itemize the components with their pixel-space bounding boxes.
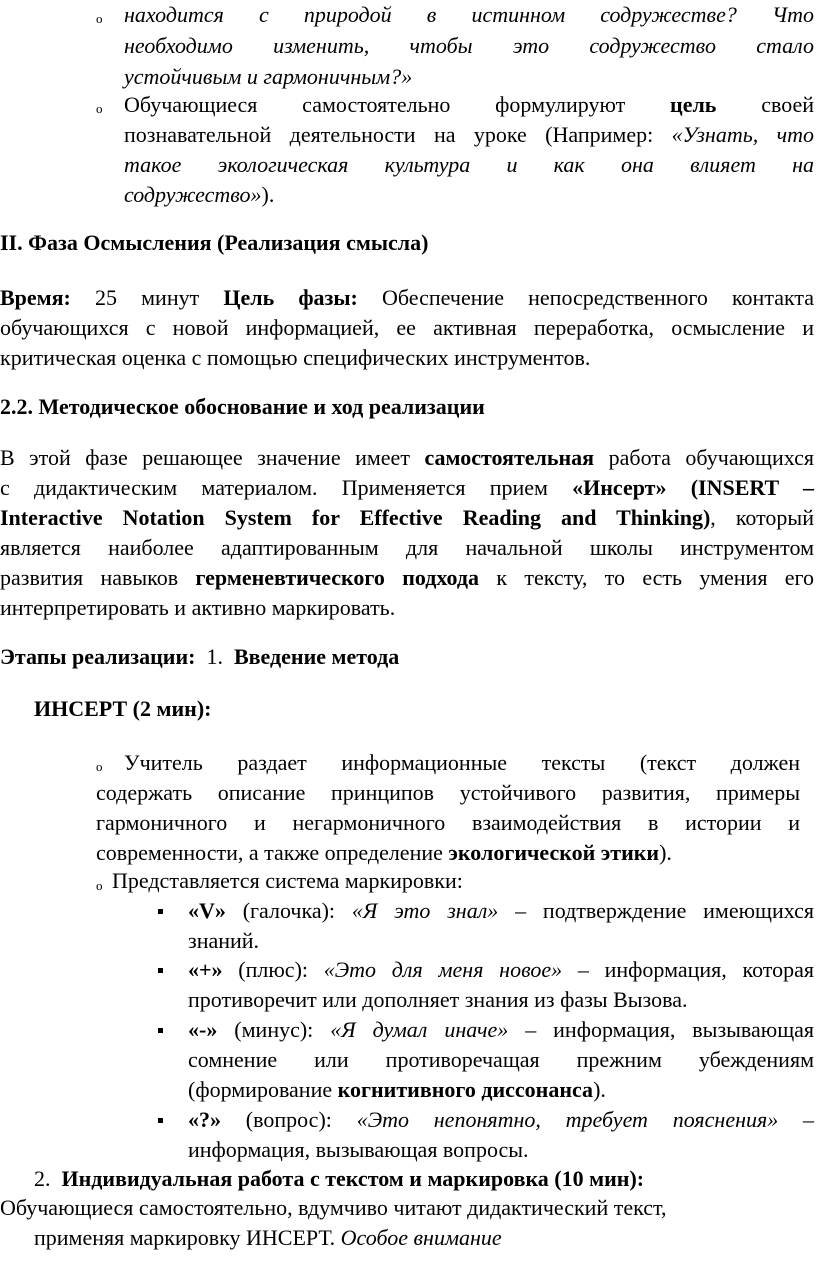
- step-number: 2.: [34, 1166, 51, 1191]
- paragraph-line: [0, 503, 814, 533]
- paragraph-line: критическая оценка с помощью специфических инструментов.: [0, 345, 591, 370]
- bullet-circle-icon: o: [96, 759, 103, 774]
- text-segment: к тексту, то есть умения его: [496, 565, 815, 590]
- text-segment: – информация, которая: [577, 957, 815, 982]
- keyword-insert-expansion: Interactive Notation System for Effective Reading and Thinking): [0, 505, 711, 530]
- text-segment: –: [803, 1107, 815, 1132]
- marker-symbol: «V»: [188, 898, 226, 923]
- text-segment: работа обучающихся: [608, 445, 815, 470]
- marker-symbol: «?»: [188, 1107, 221, 1132]
- marker-symbol: «-»: [188, 1017, 218, 1042]
- square-bullet-icon: [158, 1028, 163, 1033]
- bullet-text: [124, 90, 814, 120]
- marker-item: [188, 1075, 606, 1105]
- paragraph-line: обучающихся с новой информацией, ее активная переработка, осмысление и: [0, 315, 814, 340]
- bullet-text: [124, 120, 814, 150]
- marker-item: [188, 896, 814, 926]
- text-segment: (плюс):: [238, 957, 309, 982]
- bullet-circle-icon: o: [96, 101, 103, 116]
- marker-item: [188, 1015, 814, 1045]
- bullet-text: Представляется система маркировки:: [112, 868, 463, 893]
- text-segment: (вопрос):: [245, 1107, 332, 1132]
- step-title: ИНСЕРТ (2 мин):: [34, 696, 212, 721]
- text-segment: с дидактическим материалом. Применяется прием: [0, 475, 548, 500]
- step-title: Введение метода: [233, 644, 400, 669]
- text-segment: развития навыков: [0, 565, 179, 590]
- paragraph-line: Обучающиеся самостоятельно, вдумчиво читают дидактический текст,: [0, 1195, 667, 1220]
- paragraph-line: [0, 283, 814, 313]
- paragraph-line: интерпретировать и активно маркировать.: [0, 595, 396, 620]
- bullet-text: [96, 838, 672, 868]
- marker-symbol: «+»: [188, 957, 223, 982]
- bullet-circle-icon: o: [96, 11, 103, 26]
- quote-segment: «Это непонятно, требует пояснения»: [356, 1107, 779, 1132]
- bullet-circle-icon: o: [96, 878, 103, 893]
- quote-segment: «Я это знал»: [351, 898, 499, 923]
- section-heading: II. Фаза Осмысления (Реализация смысла): [0, 230, 429, 255]
- quote-segment: «Узнать, что: [671, 122, 814, 147]
- text-segment: , который: [710, 505, 814, 530]
- quote-segment: Особое внимание: [340, 1225, 502, 1250]
- keyword-goal: цель: [670, 92, 717, 117]
- time-value: 25 минут: [95, 285, 200, 310]
- bullet-text: гармоничного и негармоничного взаимодействия в истории и: [96, 810, 800, 835]
- text-segment: своей: [761, 92, 815, 117]
- paragraph-line: [34, 1223, 502, 1253]
- bullet-text: устойчивым и гармоничным?»: [124, 64, 413, 89]
- square-bullet-icon: [158, 968, 163, 973]
- text-segment: Обеспечение непосредственного контакта: [382, 285, 815, 310]
- keyword-hermeneutic: герменевтического подхода: [195, 565, 480, 590]
- marker-item: сомнение или противоречащая прежним убеждениям: [188, 1047, 814, 1072]
- text-segment: – информация, вызывающая: [525, 1017, 815, 1042]
- marker-item: знаний.: [188, 928, 260, 953]
- time-label: Время:: [0, 285, 71, 310]
- quote-segment: «Я думал иначе»: [330, 1017, 509, 1042]
- text-segment: познавательной деятельности на уроке (Например:: [124, 122, 654, 147]
- keyword-ethics: экологической этики: [448, 840, 660, 865]
- stages-heading: [0, 642, 399, 672]
- text-segment: (формирование: [188, 1077, 333, 1102]
- keyword-insert: «Инсерт» (INSERT –: [572, 475, 814, 500]
- text-segment: применяя маркировку ИНСЕРТ.: [34, 1225, 336, 1250]
- paragraph-line: [0, 443, 814, 473]
- square-bullet-icon: [158, 1118, 163, 1123]
- keyword-independent: самостоятельная: [424, 445, 595, 470]
- marker-item: [188, 955, 814, 985]
- paragraph-line: [0, 563, 814, 593]
- bullet-text: находится с природой в истинном содружестве? Что: [124, 2, 814, 27]
- marker-item: информация, вызывающая вопросы.: [188, 1137, 529, 1162]
- subsection-heading: 2.2. Методическое обоснование и ход реализации: [0, 394, 485, 419]
- bullet-text: содержать описание принципов устойчивого развития, примеры: [96, 780, 800, 805]
- quote-segment: содружество»: [124, 182, 262, 207]
- text-segment: современности, а также определение: [96, 840, 443, 865]
- text-segment: ).: [659, 840, 672, 865]
- text-segment: ).: [593, 1077, 606, 1102]
- marker-item: [188, 1105, 814, 1135]
- square-bullet-icon: [158, 909, 163, 914]
- bullet-text: необходимо изменить, чтобы это содружество стало: [124, 33, 814, 58]
- text-segment: В этой фазе решающее значение имеет: [0, 445, 410, 470]
- step-title: Индивидуальная работа с текстом и маркировка (10 мин):: [61, 1166, 645, 1191]
- text-segment: (галочка):: [242, 898, 336, 923]
- keyword-dissonance: когнитивного диссонанса: [337, 1077, 594, 1102]
- text-segment: Обучающиеся самостоятельно формулируют: [124, 92, 626, 117]
- step-heading: [34, 1164, 644, 1194]
- step-number: 1.: [206, 644, 223, 669]
- bullet-text: такое экологическая культура и как она влияет на: [124, 152, 814, 177]
- text-segment: (минус):: [234, 1017, 314, 1042]
- quote-segment: «Это для меня новое»: [323, 957, 563, 982]
- stages-label: Этапы реализации:: [0, 644, 196, 669]
- goal-label: Цель фазы:: [223, 285, 358, 310]
- marker-item: противоречит или дополняет знания из фазы Вызова.: [188, 987, 688, 1012]
- text-segment: ).: [261, 182, 275, 207]
- bullet-text: [124, 180, 274, 210]
- bullet-text: Учитель раздает информационные тексты (текст должен: [124, 750, 800, 775]
- paragraph-line: [0, 473, 814, 503]
- text-segment: – подтверждение имеющихся: [515, 898, 815, 923]
- paragraph-line: является наиболее адаптированным для начальной школы инструментом: [0, 535, 814, 560]
